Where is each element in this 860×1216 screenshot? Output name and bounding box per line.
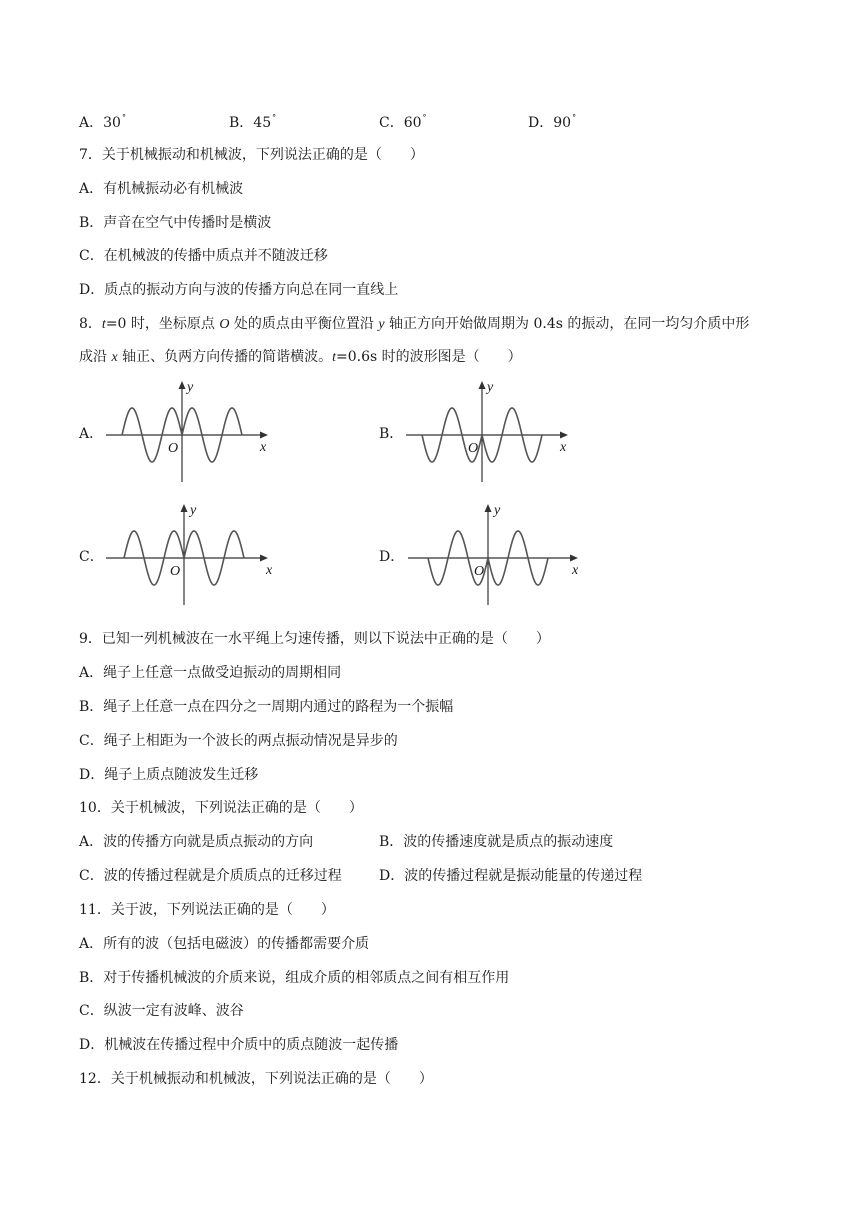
q11-option-c: C．纵波一定有波峰、波谷 [79, 1003, 244, 1019]
q6-option-d: D．90° [528, 113, 577, 131]
q8-stem-line1: 8．t=0 时，坐标原点 O 处的质点由平衡位置沿 y 轴正方向开始做周期为 0.4s 的振动，在同一均匀介质中形 [79, 316, 750, 332]
q10-stem: 10．关于机械波，下列说法正确的是（ ） [79, 800, 363, 816]
q7-option-d: D．质点的振动方向与波的传播方向总在同一直线上 [79, 282, 399, 298]
q6-option-c: C．60° [379, 113, 427, 131]
q10-option-d: D．波的传播过程就是振动能量的传递过程 [379, 868, 643, 884]
q6-option-a: A．30° [79, 113, 126, 131]
q8-figure-b-origin: O [468, 441, 479, 456]
q8-figure-a-x-label: x [260, 440, 267, 455]
q10-option-c: C．波的传播过程就是介质质点的迁移过程 [79, 868, 342, 884]
q9-option-d: D．绳子上质点随波发生迁移 [79, 767, 259, 783]
q7-option-a: A．有机械振动必有机械波 [79, 181, 244, 197]
q10-option-b: B．波的传播速度就是质点的振动速度 [379, 834, 614, 850]
q11-option-d: D．机械波在传播过程中介质中的质点随波一起传播 [79, 1037, 399, 1053]
q11-stem: 11．关于波，下列说法正确的是（ ） [79, 902, 335, 918]
q9-stem: 9．已知一列机械波在一水平绳上匀速传播，则以下说法中正确的是（ ） [79, 631, 550, 647]
q8-figure-a [100, 374, 280, 486]
q8-figure-d-label: D． [379, 549, 405, 565]
q8-figure-b [400, 374, 580, 486]
q8-figure-d [402, 497, 588, 609]
q7-stem: 7．关于机械振动和机械波，下列说法正确的是（ ） [79, 147, 424, 163]
q10-option-a: A．波的传播方向就是质点振动的方向 [79, 834, 314, 850]
q8-figure-d-y-label: y [494, 503, 501, 518]
q8-figure-c-origin: O [170, 564, 181, 579]
q9-option-b: B．绳子上任意一点在四分之一周期内通过的路程为一个振幅 [79, 699, 454, 715]
q9-option-a: A．绳子上任意一点做受迫振动的周期相同 [79, 665, 342, 681]
q12-stem: 12．关于机械振动和机械波，下列说法正确的是（ ） [79, 1071, 433, 1087]
q8-figure-a-y-label: y [187, 380, 194, 395]
q8-figure-b-y-label: y [487, 380, 494, 395]
q8-figure-c-x-label: x [266, 563, 273, 578]
q11-option-a: A．所有的波（包括电磁波）的传播都需要介质 [79, 936, 370, 952]
q8-figure-c [100, 497, 280, 609]
q9-option-c: C．绳子上相距为一个波长的两点振动情况是异步的 [79, 733, 398, 749]
q8-figure-b-label: B． [379, 426, 404, 442]
q7-option-b: B．声音在空气中传播时是横波 [79, 215, 272, 231]
q6-option-b: B．45° [229, 113, 277, 131]
q8-figure-a-origin: O [168, 441, 179, 456]
q8-figure-d-x-label: x [572, 563, 579, 578]
q8-figure-c-y-label: y [190, 503, 197, 518]
q8-figure-b-x-label: x [560, 440, 567, 455]
q7-option-c: C．在机械波的传播中质点并不随波迁移 [79, 248, 328, 264]
q8-figure-d-origin: O [474, 564, 485, 579]
q11-option-b: B．对于传播机械波的介质来说，组成介质的相邻质点之间有相互作用 [79, 970, 510, 986]
q8-figure-a-label: A． [79, 426, 104, 442]
q8-figure-c-label: C． [79, 549, 104, 565]
q8-stem-line2: 成沿 x 轴正、负两方向传播的简谐横波。t=0.6s 时的波形图是（ ） [79, 349, 522, 365]
